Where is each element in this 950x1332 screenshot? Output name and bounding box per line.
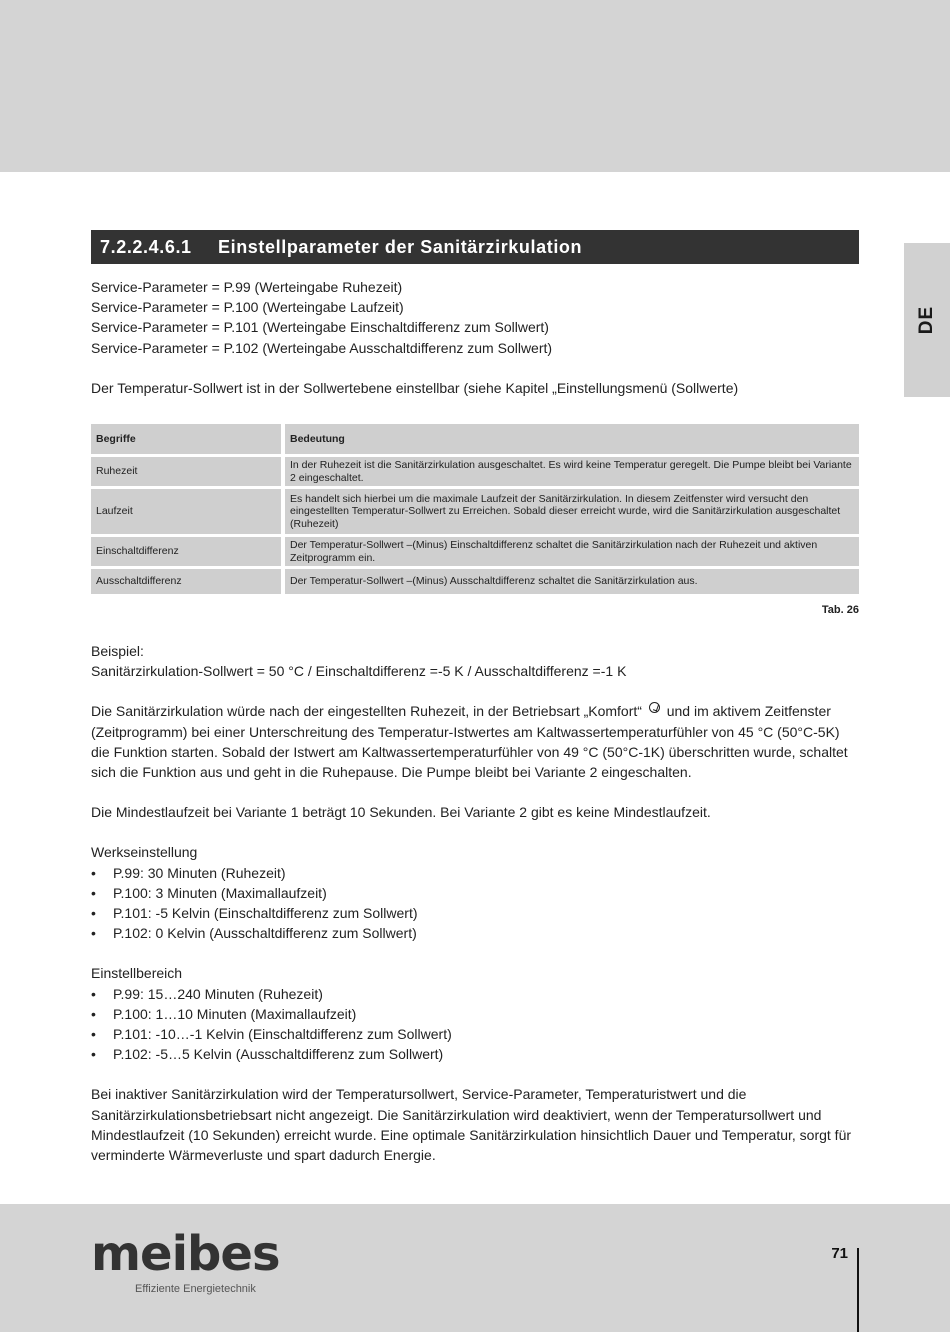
language-tab — [904, 243, 950, 397]
operation-text-part: Die Sanitärzirkulation würde nach der eingestellten Ruhezeit, in der Betriebsart „Komfort“ — [91, 703, 642, 720]
list-item: • P.99: 30 Minuten (Ruhezeit) — [91, 863, 859, 883]
table-cell-term: Laufzeit — [91, 489, 285, 534]
list-item: • P.102: 0 Kelvin (Ausschaltdifferenz zum Sollwert) — [91, 923, 859, 943]
table-row — [91, 537, 859, 566]
table-row — [91, 457, 859, 486]
example-line: Sanitärzirkulation-Sollwert = 50 °C / Einschaltdifferenz =-5 K / Ausschaltdifferenz =-1 K — [91, 663, 627, 680]
terms-table — [91, 421, 859, 597]
table-row — [91, 489, 859, 534]
table-cell-meaning: Der Temperatur-Sollwert –(Minus) Einschaltdifferenz schaltet die Sanitärzirkulation nach der Ruhezeit und aktiven Zeitprogramm ein. — [285, 537, 859, 566]
list-item: • P.100: 3 Minuten (Maximallaufzeit) — [91, 883, 859, 903]
comfort-mode-icon — [649, 702, 660, 713]
min-runtime-paragraph: Die Mindestlaufzeit bei Variante 1 beträgt 10 Sekunden. Bei Variante 2 gibt es keine Mindestlaufzeit. — [91, 804, 711, 821]
table-header-row — [91, 424, 859, 454]
table-cell-term: Ausschaltdifferenz — [91, 569, 285, 594]
inactive-circulation-paragraph: Bei inaktiver Sanitärzirkulation wird der Temperatursollwert, Service-Parameter, Temperaturistwert und die Sanitärzirkulationsbetriebsart nicht angezeigt. Die Sanitärzirkulation wird deaktiviert, wenn der Temperatursollwert und Mindestlaufzeit (10 Sekunden) erreicht wurde. Eine optimale Sanitärzirkulation hinsichtlich Dauer und Temperatur, sorgt für verminderte Wärmeverluste und spart dadurch Energie. — [91, 1086, 852, 1164]
service-param-line: Service-Parameter = P.101 (Werteingabe Einschaltdifferenz zum Sollwert) — [91, 319, 549, 336]
language-label: DE — [916, 305, 937, 335]
table-header-cell: Bedeutung — [285, 424, 859, 454]
section-title: Einstellparameter der Sanitärzirkulation — [218, 236, 583, 257]
table-cell-meaning: In der Ruhezeit ist die Sanitärzirkulation ausgeschaltet. Es wird keine Temperatur geregelt. Die Pumpe bleibt bei Variante 2 eingeschaltet. — [285, 457, 859, 486]
main-content — [91, 641, 859, 1165]
table-cell-meaning: Es handelt sich hierbei um die maximale Laufzeit der Sanitärzirkulation. In diesem Zeitfenster wird versucht den eingestellten Temperatur-Sollwert zu Erreichen. Sobald dieser erreicht wurde, wird die Sanitärzirkulation ausgeschaltet (Ruhezeit) — [285, 489, 859, 534]
table-row — [91, 569, 859, 594]
table-cell-meaning: Der Temperatur-Sollwert –(Minus) Ausschaltdifferenz schaltet die Sanitärzirkulation aus. — [285, 569, 859, 594]
factory-settings-label: Werkseinstellung — [91, 844, 198, 861]
operation-paragraph — [91, 701, 859, 782]
list-item: • P.99: 15…240 Minuten (Ruhezeit) — [91, 984, 859, 1004]
logo-wordmark: meibes — [91, 1226, 280, 1282]
header-band — [0, 0, 950, 172]
table-cell-term: Einschaltdifferenz — [91, 537, 285, 566]
list-item: • P.100: 1…10 Minuten (Maximallaufzeit) — [91, 1004, 859, 1024]
sollwert-note: Der Temperatur-Sollwert ist in der Sollwertebene einstellbar (siehe Kapitel „Einstellungsmenü (Sollwerte) — [91, 379, 739, 396]
section-number: 7.2.2.4.6.1 — [100, 236, 192, 257]
table-header-cell: Begriffe — [91, 424, 285, 454]
section-heading — [91, 230, 859, 264]
meibes-logo — [91, 1226, 291, 1300]
intro-content — [91, 277, 859, 398]
page-number-rule — [857, 1248, 859, 1332]
list-item: • P.102: -5…5 Kelvin (Ausschaltdifferenz zum Sollwert) — [91, 1044, 859, 1064]
setting-range-list — [91, 984, 859, 1065]
operation-text-part: und im aktivem Zeitfenster (Zeitprogramm) bei einer Unterschreitung des Temperatur-Istwertes am Kaltwassertemperaturfühler von 45 °C (50°C-5K) die Funktion starten. Sobald der Istwert am Kaltwassertemperaturfühler von 49 °C (50°C-1K) überschritten wurde, schaltet sich die Funktion aus und geht in die Ruhepause. Die Pumpe bleibt bei Variante 2 eingeschalten. — [91, 703, 848, 781]
table-caption: Tab. 26 — [821, 604, 859, 616]
page-number: 71 — [831, 1245, 848, 1262]
factory-settings-list — [91, 863, 859, 944]
service-param-line: Service-Parameter = P.100 (Werteingabe Laufzeit) — [91, 299, 404, 316]
service-param-line: Service-Parameter = P.99 (Werteingabe Ruhezeit) — [91, 279, 403, 295]
service-parameter-list — [91, 277, 859, 358]
table-cell-term: Ruhezeit — [91, 457, 285, 486]
list-item: • P.101: -5 Kelvin (Einschaltdifferenz zum Sollwert) — [91, 903, 859, 923]
service-param-line: Service-Parameter = P.102 (Werteingabe Ausschaltdifferenz zum Sollwert) — [91, 339, 553, 356]
logo-tagline: Effiziente Energietechnik — [135, 1283, 256, 1295]
example-label: Beispiel: — [91, 643, 144, 659]
list-item: • P.101: -10…-1 Kelvin (Einschaltdifferenz zum Sollwert) — [91, 1024, 859, 1044]
setting-range-label: Einstellbereich — [91, 965, 183, 982]
